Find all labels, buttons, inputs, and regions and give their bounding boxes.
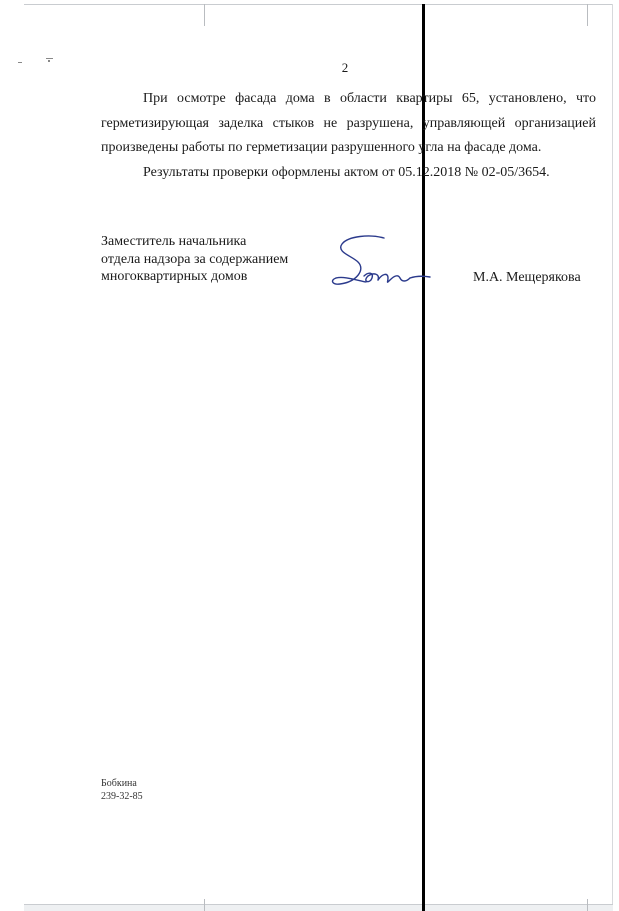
scan-bottom-tick (587, 899, 588, 911)
signatory-title (101, 233, 288, 286)
signatory-title-line: Заместитель начальника (101, 234, 247, 249)
signatory-title-line: отдела надзора за содержанием (101, 251, 289, 267)
scan-bottom-tick (204, 899, 205, 911)
scan-top-tick (587, 4, 588, 26)
page-number: 2 (341, 60, 349, 75)
signatory-title-line: многоквартирных домов (101, 269, 248, 284)
contact-info (101, 777, 143, 803)
signature-icon (326, 232, 436, 292)
scan-top-tick (204, 4, 205, 26)
scan-right-edge (612, 4, 613, 911)
contact-name: Бобкина (101, 778, 137, 789)
contact-phone: 239-32-85 (101, 791, 143, 802)
signer-name: М.А. Мещерякова (473, 270, 581, 285)
body-paragraph: При осмотре фасада дома в области квартиры 65, установлено, что герметизирующая заделка стыков не разрушена, управляющей организацией произведены работы по герметизации разрушенного угла на фасаде дома. (101, 91, 596, 155)
scan-bottom-border (24, 904, 613, 911)
scan-top-border (24, 4, 613, 5)
body-paragraph: Результаты проверки оформлены актом от 05.12.2018 № 02-05/3654. (143, 164, 550, 180)
document-body (101, 87, 596, 185)
